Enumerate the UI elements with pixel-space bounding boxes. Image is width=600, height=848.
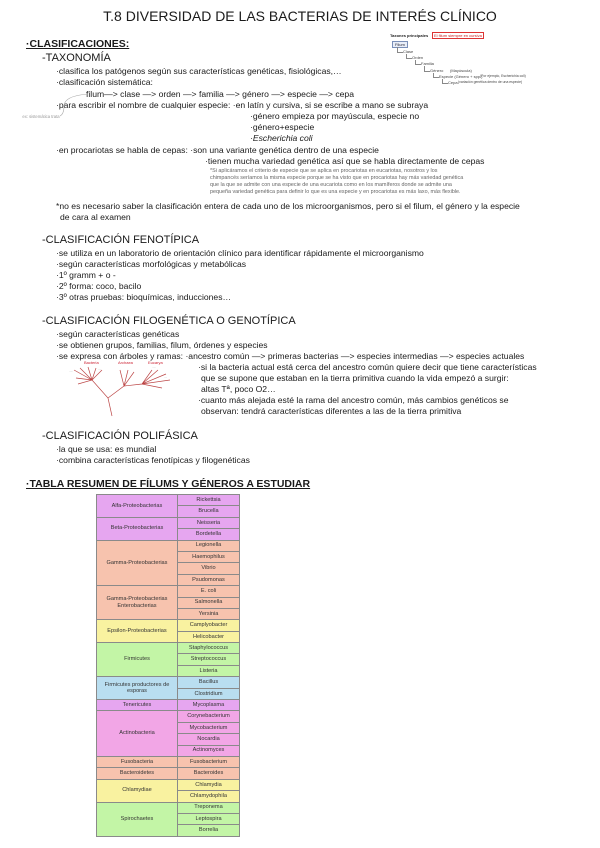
section-heading-tabla: ·TABLA RESUMEN DE FÍLUMS Y GÉNEROS A ESTUDIAR (26, 478, 311, 490)
filum-cell: Spirochaetes (97, 802, 178, 836)
diagram-level: Clase (403, 49, 414, 54)
table-row (97, 540, 240, 551)
filum-cell: Alfa-Proteobacterias (97, 495, 178, 518)
margin-note: ex: sistemática trata (22, 114, 60, 119)
filogenetica-line: ·se expresa con árboles y ramas: ·ancestro común —> primeras bacterias —> especies intermedias —> especies actuales (56, 351, 525, 361)
exam-note-line: de cara al examen (60, 212, 131, 222)
filum-cell: Firmicutes productores de esporas (97, 677, 178, 700)
taxonomy-diagram (388, 32, 526, 92)
table-row (97, 700, 240, 711)
filum-cell: Tenericutes (97, 700, 178, 711)
diagram-level: Orden (412, 55, 424, 60)
table-row (97, 643, 240, 654)
taxonomia-line: filum—> clase —> orden —> familia —> género —> especie —> cepa (86, 89, 354, 99)
diagram-level: Cepa (448, 80, 458, 85)
genero-cell: Brucella (178, 506, 240, 517)
genero-cell: Clostridium (178, 688, 240, 699)
table-row (97, 517, 240, 528)
filum-cell: Gamma-Proteobacterias (97, 540, 178, 586)
polifasica-line: ·combina características fenotípicas y filogenéticas (56, 455, 250, 465)
genero-cell: Actinomyces (178, 745, 240, 756)
genero-cell: Haemophilus (178, 551, 240, 562)
fenotipica-line: ·según características morfológicas y metabólicas (56, 259, 247, 269)
filum-cell: Fusobacteria (97, 756, 178, 767)
heading-fenotipica: -CLASIFICACIÓN FENOTÍPICA (42, 234, 200, 246)
diagram-note: (Mayúscula) (450, 68, 472, 73)
taxonomia-line: ·género empieza por mayúscula, especie no (250, 111, 420, 121)
filogenetica-line: ·cuanto más alejada esté la rama del ancestro común, más cambios genéticos se (198, 395, 509, 405)
heading-polifasica: -CLASIFICACIÓN POLIFÁSICA (42, 430, 198, 442)
tree-label-archaea: Archaea (118, 360, 133, 365)
genero-cell: Streptococcus (178, 654, 240, 665)
genero-cell: Bordetella (178, 529, 240, 540)
genero-cell: Psudomonas (178, 574, 240, 585)
genero-cell: Mycoplasma (178, 700, 240, 711)
table-row (97, 802, 240, 813)
genero-cell: Bacillus (178, 677, 240, 688)
fenotipica-line: ·se utiliza en un laboratorio de orientación clínico para identificar rápidamente el microorganismo (56, 248, 424, 258)
fenotipica-line: ·3º otras pruebas: bioquímicas, inducciones… (56, 292, 232, 302)
tree-label-bacteria: Bacteria (84, 360, 99, 365)
genero-cell: Chlamydia (178, 779, 240, 790)
filum-cell: Chlamydiae (97, 779, 178, 802)
diagram-note: (variación genética dentro de una especie) (458, 80, 523, 84)
genero-cell: Fusobacterium (178, 756, 240, 767)
phylogenetic-tree-figure (68, 358, 178, 420)
fenotipica-line: ·2º forma: coco, bacilo (56, 281, 142, 291)
summary-table (96, 494, 240, 837)
genero-cell: Salmonella (178, 597, 240, 608)
table-row (97, 620, 240, 631)
margin-bracket (58, 92, 92, 118)
diagram-note: (Por ejemplo, Escherichia coli) (480, 74, 526, 78)
table-row (97, 756, 240, 767)
genero-cell: Camplyobacter (178, 620, 240, 631)
diagram-level: Familia (421, 61, 434, 66)
diagram-title: Taxones principales (390, 33, 429, 38)
table-row (97, 586, 240, 597)
table-row (97, 677, 240, 688)
table-row (97, 768, 240, 779)
genero-cell: E. coli (178, 586, 240, 597)
diagram-level: Género (430, 68, 444, 73)
filogenetica-line: altas Tª, poco O2… (201, 384, 276, 394)
filum-cell: Firmicutes (97, 643, 178, 677)
filogenetica-line: ·se obtienen grupos, familias, filum, órdenes y especies (56, 340, 268, 350)
genero-cell: Staphylococcus (178, 643, 240, 654)
svg-text:····: ···· (98, 368, 102, 371)
svg-text:·····: ····· (69, 370, 73, 373)
genero-cell: Vibrio (178, 563, 240, 574)
genero-cell: Chlamydophila (178, 791, 240, 802)
heading-taxonomia: -TAXONOMÍA (42, 52, 111, 64)
genero-cell: Leptospira (178, 813, 240, 824)
diagram-tag: El filum siempre en cursiva (434, 33, 482, 38)
table-row (97, 495, 240, 506)
page-title: T.8 DIVERSIDAD DE LAS BACTERIAS DE INTERÉS CLÍNICO (103, 8, 497, 24)
filum-cell: Beta-Proteobacterias (97, 517, 178, 540)
svg-text:····: ···· (164, 376, 168, 379)
genero-cell: Listeria (178, 665, 240, 676)
footnote-line: *Si aplicáramos el criterio de especie que se aplica en procariotas en eucariotas, nosotros y los (210, 168, 438, 174)
genero-cell: Legionella (178, 540, 240, 551)
genero-cell: Treponema (178, 802, 240, 813)
genero-cell: Borrelia (178, 825, 240, 836)
genero-cell: Corynebacterium (178, 711, 240, 722)
polifasica-line: ·la que se usa: es mundial (56, 444, 157, 454)
footnote-line: chimpancés seríamos la misma especie porque se ha visto que en procariotas hay más variedad genética (210, 175, 464, 181)
taxonomia-line: ·tienen mucha variedad genética así que se habla directamente de cepas (205, 156, 485, 166)
filogenetica-line: ·según características genéticas (56, 329, 180, 339)
heading-filogenetica: -CLASIFICACIÓN FILOGENÉTICA O GENOTÍPICA (42, 315, 296, 327)
exam-note-line: *no es necesario saber la clasificación entera de cada uno de los microorganismos, pero si el filum, el género y la especie (56, 201, 520, 211)
genero-cell: Bacteroides (178, 768, 240, 779)
genero-cell: Yersinia (178, 608, 240, 619)
genero-cell: Nocardia (178, 734, 240, 745)
footnote-line: pequeña variedad genética para definir lo que es una especie y en procariotas es más laxo, más flexible. (210, 189, 461, 195)
filogenetica-line: observan: tendrá características diferentes a las de la tierra primitiva (201, 406, 462, 416)
filum-cell: Bacteroidetes (97, 768, 178, 779)
taxonomia-line: ·Escherichia coli (250, 133, 313, 143)
fenotipica-line: ·1º gramm + o - (56, 270, 116, 280)
filum-cell: Epsilon-Proteobacterias (97, 620, 178, 643)
taxonomia-line: ·clasificación sistemática: (56, 77, 153, 87)
tree-label-eucarya: Eucarya (148, 360, 163, 365)
table-row (97, 779, 240, 790)
filum-cell: Actinobacteria (97, 711, 178, 757)
taxonomia-line: ·para escribir el nombre de cualquier especie: ·en latín y cursiva, si se escribe a mano se subraya (56, 100, 429, 110)
diagram-level: Especie (Género + spp.) (439, 74, 483, 79)
genero-cell: Mycobacterium (178, 722, 240, 733)
genero-cell: Neisseria (178, 517, 240, 528)
footnote-line: que la que se admite con una especie de una eucariota como en los mamíferos donde se admite una (210, 182, 452, 188)
taxonomia-line: ·en procariotas se habla de cepas: ·son una variante genética dentro de una especie (56, 145, 379, 155)
filum-cell: Gamma-Proteobacterias Enterobacterias (97, 586, 178, 620)
taxonomia-line: ·clasifica los patógenos según sus características genéticas, fisiológicas,… (56, 66, 342, 76)
section-heading-clasificaciones: ·CLASIFICACIONES: (26, 38, 130, 50)
genero-cell: Helicobacter (178, 631, 240, 642)
filogenetica-line: que se supone que estaban en la tierra primitiva cuando la vida empezó a surgir: (201, 373, 509, 383)
svg-text:·····: ····· (152, 366, 156, 369)
table-row (97, 711, 240, 722)
taxonomia-line: ·género+especie (250, 122, 315, 132)
diagram-level: Filum (392, 41, 408, 48)
genero-cell: Rickettsia (178, 495, 240, 506)
filogenetica-line: ·si la bacteria actual está cerca del ancestro común quiere decir que tiene características (198, 362, 537, 372)
